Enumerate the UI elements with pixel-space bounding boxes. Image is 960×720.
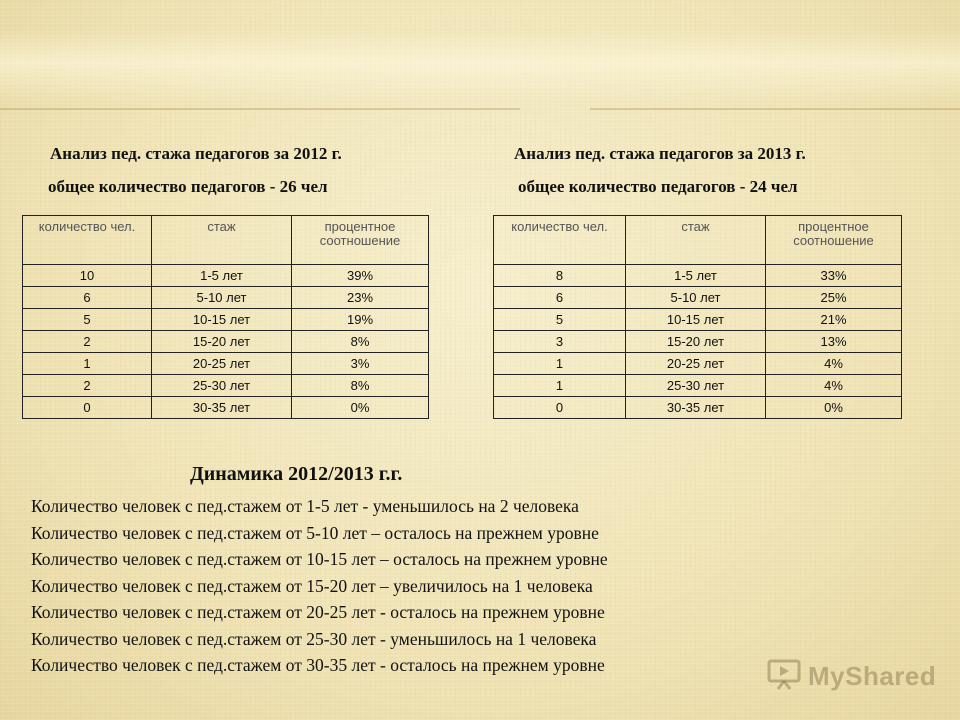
- cell-stazh: 20-25 лет: [626, 353, 766, 375]
- cell-count: 8: [494, 265, 626, 287]
- cell-stazh: 30-35 лет: [152, 397, 292, 419]
- column-header-count: количество чел.: [23, 216, 152, 265]
- table-row: [23, 397, 429, 419]
- divider-line: [0, 108, 520, 110]
- cell-count: 1: [494, 375, 626, 397]
- cell-stazh: 5-10 лет: [152, 287, 292, 309]
- cell-stazh: 5-10 лет: [626, 287, 766, 309]
- table-2012: [22, 215, 429, 419]
- header-stripe: [0, 30, 960, 102]
- cell-count: 6: [23, 287, 152, 309]
- column-header-stazh: стаж: [152, 216, 292, 265]
- cell-count: 5: [23, 309, 152, 331]
- table-row: [494, 397, 902, 419]
- cell-count: 6: [494, 287, 626, 309]
- table-row: [23, 265, 429, 287]
- table-row: [23, 331, 429, 353]
- subheading-2012: общее количество педагогов - 26 чел: [48, 177, 328, 196]
- heading-2012: Анализ пед. стажа педагогов за 2012 г.: [50, 144, 342, 163]
- cell-percent: 8%: [292, 375, 429, 397]
- list-item: Количество человек с пед.стажем от 15-20 лет – увеличилось на 1 человека: [31, 575, 593, 596]
- list-item: Количество человек с пед.стажем от 10-15 лет – осталось на прежнем уровне: [31, 549, 608, 569]
- cell-stazh: 10-15 лет: [626, 309, 766, 331]
- cell-count: 1: [23, 353, 152, 375]
- cell-percent: 3%: [292, 353, 429, 375]
- cell-percent: 0%: [292, 397, 429, 419]
- table-row: [23, 375, 429, 397]
- watermark-text: MyShared: [808, 660, 937, 691]
- list-item: Количество человек с пед.стажем от 1-5 лет - уменьшилось на 2 человека: [31, 496, 579, 516]
- cell-percent: 21%: [766, 309, 902, 331]
- dynamics-title: Динамика 2012/2013 г.г.: [190, 463, 403, 485]
- heading-2013: Анализ пед. стажа педагогов за 2013 г.: [514, 144, 806, 163]
- cell-count: 3: [494, 331, 626, 353]
- cell-stazh: 1-5 лет: [152, 265, 292, 287]
- cell-percent: 33%: [766, 265, 902, 287]
- table-row: [494, 287, 902, 309]
- cell-stazh: 20-25 лет: [152, 353, 292, 375]
- table-row: [494, 375, 902, 397]
- cell-stazh: 15-20 лет: [626, 331, 766, 353]
- subheading-2013: общее количество педагогов - 24 чел: [518, 177, 798, 196]
- cell-percent: 25%: [766, 287, 902, 309]
- divider-line: [590, 108, 960, 110]
- column-header-stazh: стаж: [626, 216, 766, 265]
- column-header-percent: процентное соотношение: [292, 216, 429, 265]
- cell-percent: 19%: [292, 309, 429, 331]
- table-header-row: [494, 216, 902, 265]
- cell-stazh: 1-5 лет: [626, 265, 766, 287]
- list-item: Количество человек с пед.стажем от 5-10 лет – осталось на прежнем уровне: [31, 522, 599, 543]
- list-item: Количество человек с пед.стажем от 30-35 лет - осталось на прежнем уровне: [31, 655, 605, 675]
- cell-count: 0: [494, 397, 626, 419]
- dynamics-list: [31, 493, 608, 679]
- list-item: Количество человек с пед.стажем от 25-30 лет - уменьшилось на 1 человека: [31, 628, 597, 649]
- cell-count: 2: [23, 331, 152, 353]
- table-2013: [493, 215, 902, 419]
- cell-count: 10: [23, 265, 152, 287]
- cell-percent: 39%: [292, 265, 429, 287]
- table-header-row: [23, 216, 429, 265]
- cell-count: 0: [23, 397, 152, 419]
- cell-stazh: 30-35 лет: [626, 397, 766, 419]
- presentation-icon: [766, 656, 802, 697]
- cell-stazh: 15-20 лет: [152, 331, 292, 353]
- cell-stazh: 25-30 лет: [152, 375, 292, 397]
- cell-count: 5: [494, 309, 626, 331]
- table-row: [23, 287, 429, 309]
- cell-percent: 23%: [292, 287, 429, 309]
- cell-percent: 0%: [766, 397, 902, 419]
- cell-stazh: 25-30 лет: [626, 375, 766, 397]
- column-header-count: количество чел.: [494, 216, 626, 265]
- cell-stazh: 10-15 лет: [152, 309, 292, 331]
- cell-percent: 13%: [766, 331, 902, 353]
- table-row: [494, 265, 902, 287]
- table-row: [23, 309, 429, 331]
- cell-percent: 4%: [766, 353, 902, 375]
- cell-count: 1: [494, 353, 626, 375]
- table-row: [23, 353, 429, 375]
- table-row: [494, 309, 902, 331]
- cell-count: 2: [23, 375, 152, 397]
- table-row: [494, 353, 902, 375]
- table-row: [494, 331, 902, 353]
- column-header-percent: процентное соотношение: [766, 216, 902, 265]
- cell-percent: 8%: [292, 331, 429, 353]
- watermark-logo: [766, 654, 936, 698]
- list-item: Количество человек с пед.стажем от 20-25 лет - осталось на прежнем уровне: [31, 602, 605, 622]
- cell-percent: 4%: [766, 375, 902, 397]
